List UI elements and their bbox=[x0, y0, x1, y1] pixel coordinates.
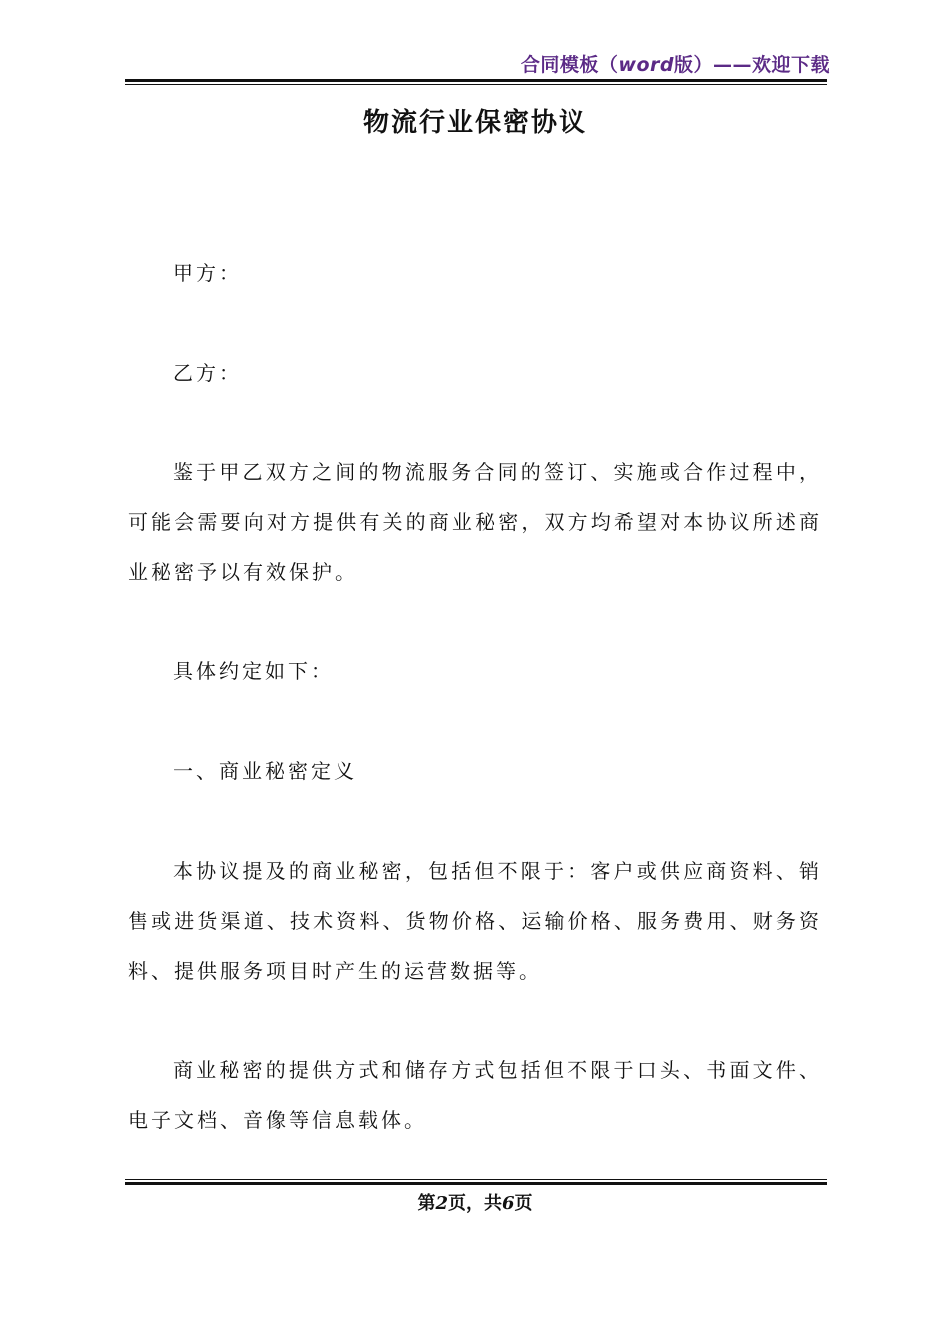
document-title: 物流行业保密协议 bbox=[362, 108, 587, 138]
page-current: 2 bbox=[435, 1193, 448, 1214]
header-word: word bbox=[618, 54, 674, 76]
header-prefix: 合同模板（ bbox=[520, 54, 619, 76]
page-suffix: 页 bbox=[514, 1193, 533, 1214]
page-number bbox=[0, 1189, 950, 1215]
header-suffix: 版）——欢迎下载 bbox=[673, 54, 830, 76]
paragraph-definition: 本协议提及的商业秘密，包括但不限于：客户或供应商资料、销售或进货渠道、技术资料、货物价格、运输价格、服务费用、财务资料、提供服务项目时产生的运营数据等。 bbox=[128, 859, 822, 983]
footer-rule-thick bbox=[125, 1182, 827, 1185]
paragraph-agreement-intro: 具体约定如下： bbox=[173, 659, 334, 683]
paragraph-party-a: 甲方： bbox=[173, 261, 242, 285]
header-rule-thick bbox=[125, 79, 827, 82]
section-heading-definition: 一、商业秘密定义 bbox=[173, 759, 357, 783]
page-mid: 页，共 bbox=[448, 1193, 502, 1214]
header-banner bbox=[521, 50, 830, 77]
page-prefix: 第 bbox=[417, 1193, 436, 1214]
footer-rule-thin bbox=[125, 1179, 827, 1180]
paragraph-party-b: 乙方： bbox=[173, 361, 242, 385]
paragraph-storage-methods: 商业秘密的提供方式和储存方式包括但不限于口头、书面文件、电子文档、音像等信息载体。 bbox=[128, 1058, 822, 1132]
page-total: 6 bbox=[502, 1193, 515, 1214]
paragraph-preamble: 鉴于甲乙双方之间的物流服务合同的签订、实施或合作过程中，可能会需要向对方提供有关的商业秘密，双方均希望对本协议所述商业秘密予以有效保护。 bbox=[128, 460, 822, 584]
header-rule-thin bbox=[125, 84, 827, 85]
